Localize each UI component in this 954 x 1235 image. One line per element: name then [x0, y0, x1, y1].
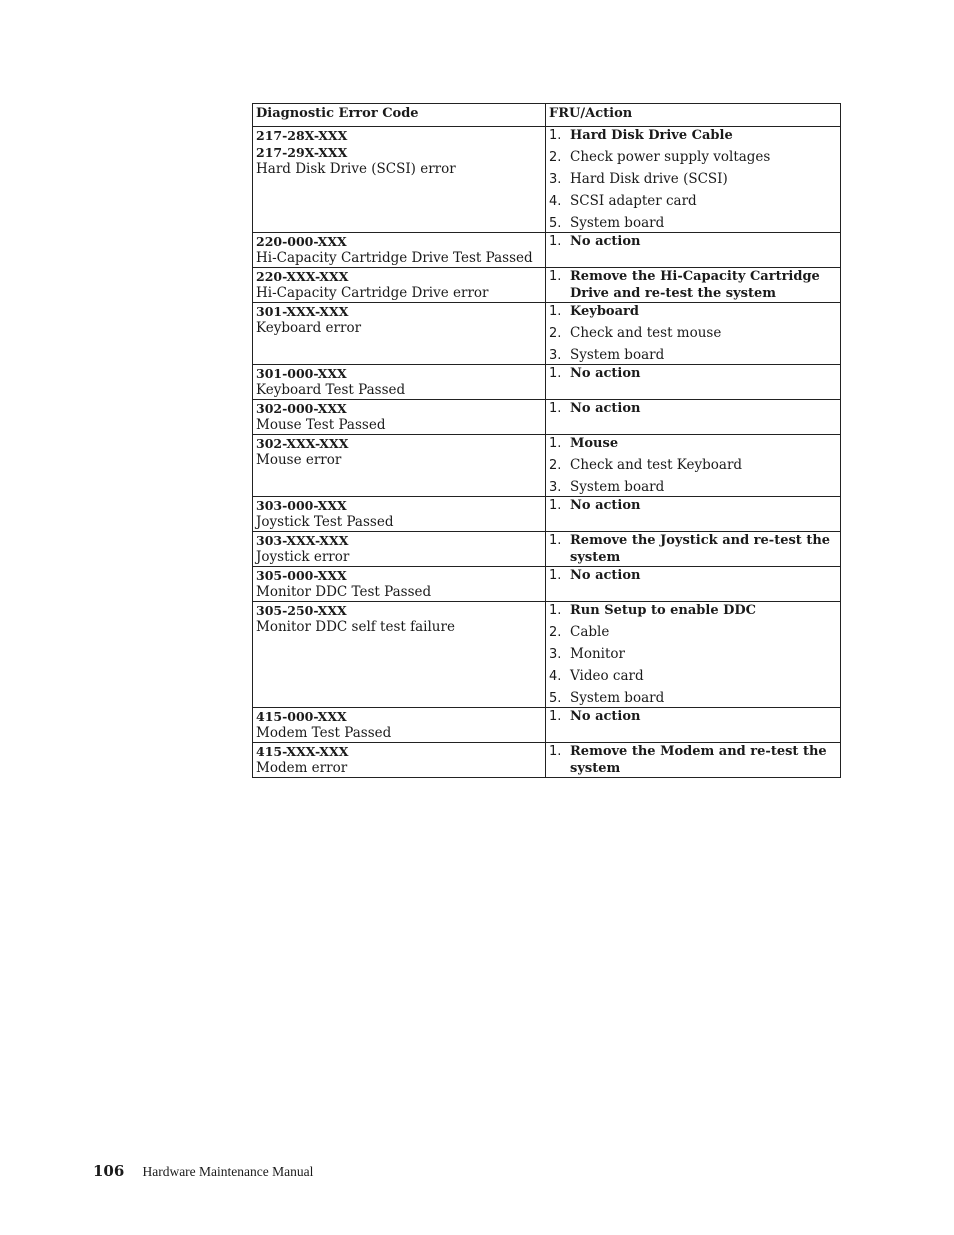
table-row [253, 303, 841, 365]
action-item [549, 171, 837, 188]
table-row [253, 268, 841, 303]
action-text: No action [570, 401, 641, 416]
error-description: Modem error [256, 760, 348, 776]
action-item [549, 325, 837, 342]
error-code: 303-XXX-XXX [256, 533, 349, 548]
error-description: Hi-Capacity Cartridge Drive Test Passed [256, 250, 533, 266]
action-list [549, 400, 837, 417]
error-code-cell [253, 497, 546, 532]
error-code: 301-XXX-XXX [256, 304, 349, 319]
action-list [549, 127, 837, 232]
action-text: Hard Disk drive (SCSI) [570, 171, 728, 187]
action-text: No action [570, 234, 641, 249]
action-list [549, 708, 837, 725]
action-text: System board [570, 215, 665, 231]
error-description: Keyboard Test Passed [256, 382, 406, 398]
action-number: 1. [549, 709, 562, 724]
action-number: 1. [549, 128, 562, 143]
action-item [549, 743, 837, 777]
error-code: 217-29X-XXX [256, 145, 348, 160]
action-item [549, 497, 837, 514]
action-text: Remove the Hi-Capacity Cartridge Drive and re-test the system [570, 269, 820, 301]
action-item [549, 567, 837, 584]
action-item [549, 602, 837, 619]
action-text: No action [570, 709, 641, 724]
action-text: Remove the Joystick and re-test the system [570, 533, 831, 565]
action-list [549, 435, 837, 496]
action-number: 2. [549, 150, 562, 165]
action-list [549, 567, 837, 584]
table-row [253, 567, 841, 602]
fru-action-cell [546, 743, 841, 778]
error-code-cell [253, 435, 546, 497]
action-number: 3. [549, 172, 562, 187]
action-item [549, 215, 837, 232]
action-item [549, 193, 837, 210]
error-code: 302-XXX-XXX [256, 436, 349, 451]
action-item [549, 457, 837, 474]
action-number: 5. [549, 216, 562, 231]
action-list [549, 303, 837, 364]
action-number: 2. [549, 458, 562, 473]
error-code-cell [253, 268, 546, 303]
error-code: 302-000-XXX [256, 401, 347, 416]
action-list [549, 268, 837, 302]
action-text: Cable [570, 624, 610, 640]
action-number: 2. [549, 326, 562, 341]
fru-action-cell [546, 127, 841, 233]
header-error-code: Diagnostic Error Code [253, 104, 546, 127]
action-text: Video card [570, 668, 644, 684]
action-number: 1. [549, 269, 562, 284]
error-code: 220-000-XXX [256, 234, 347, 249]
error-code: 301-000-XXX [256, 366, 347, 381]
action-text: Monitor [570, 646, 625, 662]
action-text: System board [570, 690, 665, 706]
action-list [549, 233, 837, 250]
action-text: Mouse [570, 436, 619, 451]
table-row [253, 233, 841, 268]
action-item [549, 400, 837, 417]
header-fru-action: FRU/Action [546, 104, 841, 127]
error-code: 220-XXX-XXX [256, 269, 349, 284]
action-list [549, 365, 837, 382]
action-item [549, 268, 837, 302]
action-list [549, 497, 837, 514]
page-footer [93, 1162, 313, 1180]
error-description: Mouse Test Passed [256, 417, 386, 433]
action-number: 1. [549, 366, 562, 381]
action-number: 4. [549, 669, 562, 684]
fru-action-cell [546, 567, 841, 602]
action-item [549, 532, 837, 566]
action-text: System board [570, 479, 665, 495]
table-row [253, 602, 841, 708]
action-item [549, 708, 837, 725]
error-code-cell [253, 602, 546, 708]
action-text: No action [570, 366, 641, 381]
action-number: 2. [549, 625, 562, 640]
error-code-cell [253, 303, 546, 365]
fru-action-cell [546, 365, 841, 400]
table-row [253, 497, 841, 532]
error-description: Monitor DDC self test failure [256, 619, 455, 635]
table-row [253, 435, 841, 497]
fru-action-cell [546, 400, 841, 435]
action-text: No action [570, 568, 641, 583]
error-code-cell [253, 400, 546, 435]
action-number: 3. [549, 480, 562, 495]
error-code: 305-000-XXX [256, 568, 347, 583]
error-code-cell [253, 532, 546, 567]
action-text: Keyboard [570, 304, 639, 319]
error-code: 415-XXX-XXX [256, 744, 349, 759]
error-code-cell [253, 233, 546, 268]
fru-action-cell [546, 435, 841, 497]
error-code-cell [253, 567, 546, 602]
action-item [549, 624, 837, 641]
action-list [549, 532, 837, 566]
action-text: Check and test Keyboard [570, 457, 743, 473]
table-row [253, 708, 841, 743]
table-header-row [253, 104, 841, 127]
table-row [253, 532, 841, 567]
action-item [549, 479, 837, 496]
action-number: 1. [549, 304, 562, 319]
action-text: Run Setup to enable DDC [570, 603, 757, 618]
action-number: 1. [549, 436, 562, 451]
error-description: Joystick error [256, 549, 350, 565]
table-row [253, 400, 841, 435]
error-code: 217-28X-XXX [256, 128, 348, 143]
error-description: Keyboard error [256, 320, 362, 336]
action-text: SCSI adapter card [570, 193, 697, 209]
error-code-cell [253, 743, 546, 778]
error-description: Joystick Test Passed [256, 514, 394, 530]
table-row [253, 743, 841, 778]
action-text: Check power supply voltages [570, 149, 771, 165]
manual-title: Hardware Maintenance Manual [142, 1164, 314, 1179]
action-number: 1. [549, 234, 562, 249]
table-row [253, 127, 841, 233]
action-item [549, 646, 837, 663]
fru-action-cell [546, 233, 841, 268]
action-number: 1. [549, 603, 562, 618]
error-code: 415-000-XXX [256, 709, 347, 724]
fru-action-cell [546, 303, 841, 365]
fru-action-cell [546, 602, 841, 708]
action-number: 5. [549, 691, 562, 706]
action-item [549, 690, 837, 707]
fru-action-cell [546, 532, 841, 567]
action-item [549, 303, 837, 320]
action-number: 1. [549, 744, 562, 759]
error-code: 305-250-XXX [256, 603, 347, 618]
action-list [549, 743, 837, 777]
table-body [253, 127, 841, 778]
action-number: 3. [549, 348, 562, 363]
action-number: 1. [549, 533, 562, 548]
action-item [549, 365, 837, 382]
action-number: 1. [549, 401, 562, 416]
error-code-cell [253, 708, 546, 743]
error-description: Monitor DDC Test Passed [256, 584, 432, 600]
action-number: 3. [549, 647, 562, 662]
fru-action-cell [546, 708, 841, 743]
action-number: 1. [549, 498, 562, 513]
action-text: System board [570, 347, 665, 363]
action-item [549, 668, 837, 685]
action-text: No action [570, 498, 641, 513]
action-text: Hard Disk Drive Cable [570, 128, 733, 143]
error-description: Modem Test Passed [256, 725, 392, 741]
action-item [549, 233, 837, 250]
fru-action-cell [546, 497, 841, 532]
action-item [549, 149, 837, 166]
action-item [549, 347, 837, 364]
action-text: Check and test mouse [570, 325, 722, 341]
fru-action-cell [546, 268, 841, 303]
page-number: 106 [93, 1162, 125, 1180]
error-code-cell [253, 365, 546, 400]
diagnostic-error-table [252, 103, 841, 778]
error-code-cell [253, 127, 546, 233]
action-text: Remove the Modem and re-test the system [570, 744, 827, 776]
error-description: Mouse error [256, 452, 342, 468]
action-item [549, 127, 837, 144]
table-row [253, 365, 841, 400]
error-code: 303-000-XXX [256, 498, 347, 513]
action-list [549, 602, 837, 707]
action-number: 1. [549, 568, 562, 583]
action-number: 4. [549, 194, 562, 209]
error-description: Hard Disk Drive (SCSI) error [256, 161, 456, 177]
error-description: Hi-Capacity Cartridge Drive error [256, 285, 489, 301]
action-item [549, 435, 837, 452]
